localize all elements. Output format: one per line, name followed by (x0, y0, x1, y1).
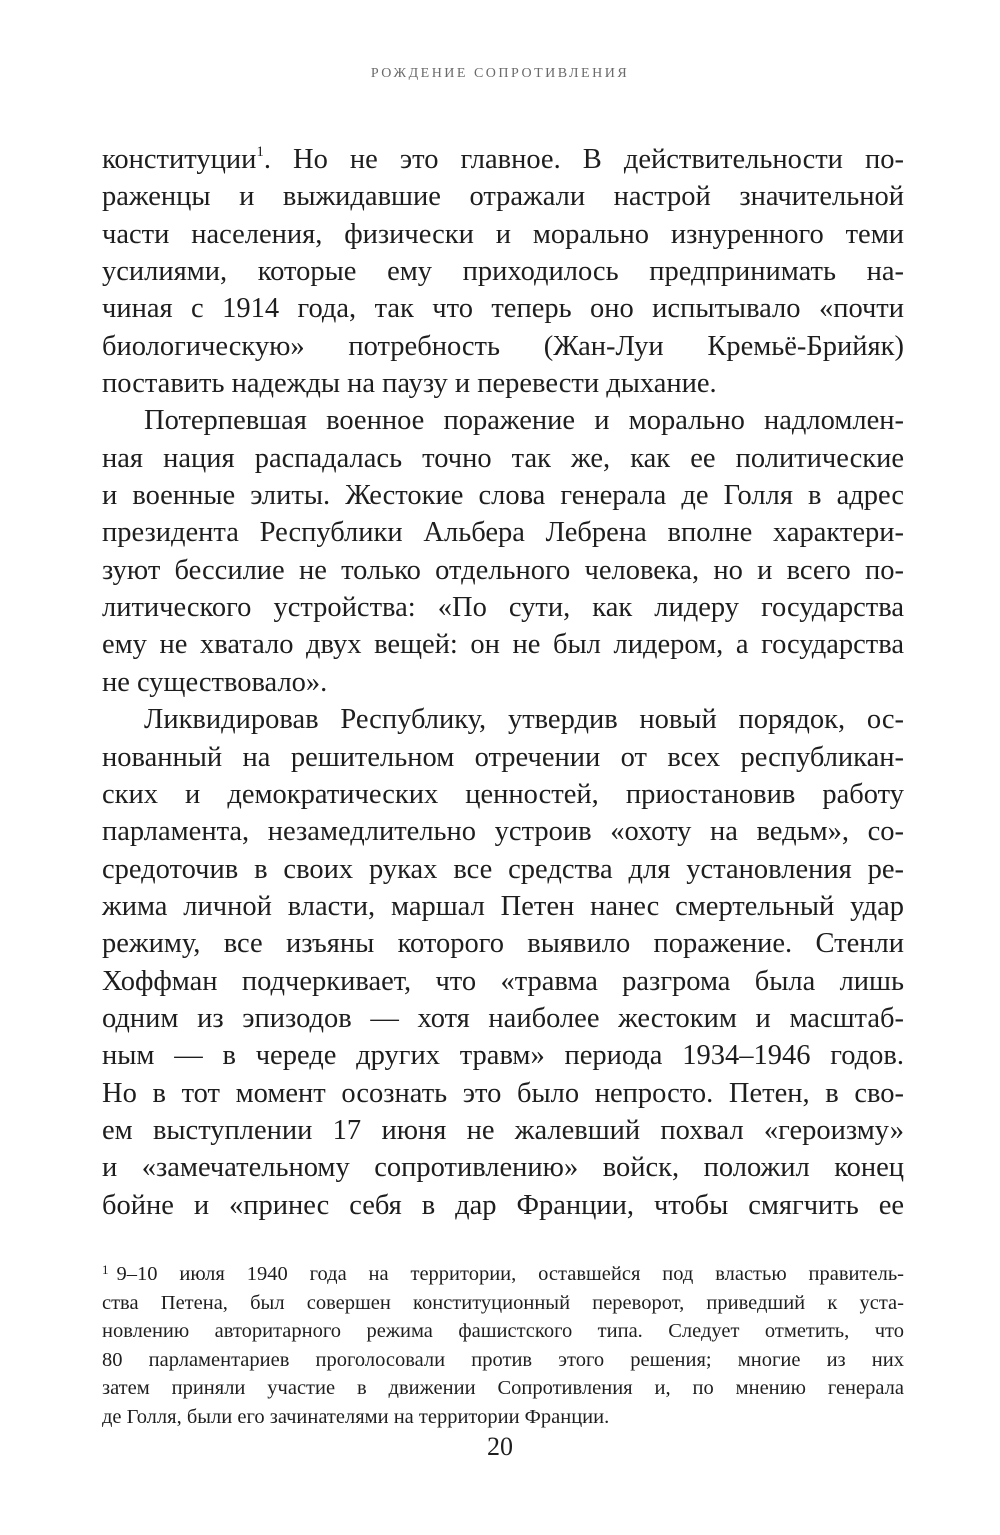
paragraph (102, 402, 904, 701)
text-segment: . Но не это главное. В действительности по- (263, 144, 904, 175)
text-line: биологическую» потребность (Жан-Луи Кремьё-Брийяк) (102, 330, 904, 362)
text-segment: конституции (102, 144, 257, 175)
footnote-line (102, 1260, 904, 1289)
text-line: ем выступлении 17 июня не жалевший похвал «героизму» (102, 1114, 904, 1146)
main-text (102, 141, 904, 1224)
footnote-line: ства Петена, был совершен конституционный переворот, приведший к уста- (102, 1291, 904, 1314)
footnote-line: новлению авторитарного режима фашистского типа. Следует отметить, что (102, 1320, 904, 1343)
text-line: ему не хватало двух вещей: он не был лидером, а государства (102, 629, 904, 661)
footnote-line: затем приняли участие в движении Сопротивления и, по мнению генерала (102, 1377, 904, 1400)
footnote (102, 1260, 904, 1432)
footnote-line: де Голля, были его зачинателями на территории Франции. (102, 1405, 610, 1428)
text-line: ным — в череде других травм» периода 1934–1946 годов. (102, 1040, 904, 1072)
text-line: бойне и «принес себя в дар Франции, чтобы смягчить ее (102, 1189, 904, 1221)
text-line: президента Республики Альбера Лебрена вполне характери- (102, 517, 904, 549)
text-line: Но в тот момент осознать это было непросто. Петен, в сво- (102, 1077, 904, 1109)
footnote-line: 80 парламентариев проголосовали против этого решения; многие из них (102, 1348, 904, 1371)
text-line: одним из эпизодов — хотя наиболее жестоким и масштаб- (102, 1002, 904, 1034)
text-line: части населения, физически и морально изнуренного теми (102, 218, 904, 250)
text-line: нованный на решительном отречении от всех республикан- (102, 741, 904, 773)
text-line: парламента, незамедлительно устроив «охоту на ведьм», со- (102, 816, 904, 848)
footnote-marker: 1 (102, 1262, 109, 1277)
text-line: и военные элиты. Жестокие слова генерала де Голля в адрес (102, 480, 904, 512)
text-line: ских и демократических ценностей, приостановив работу (102, 778, 904, 810)
text-line: не существовало». (102, 666, 328, 698)
text-line: средоточив в своих руках все средства для установления ре- (102, 853, 904, 885)
text-line: ная нация распадалась точно так же, как ее политические (102, 442, 904, 474)
text-line: чиная с 1914 года, так что теперь оно испытывало «почти (102, 293, 904, 325)
footnote-text: 9–10 июля 1940 года на территории, оставшейся под властью правитель- (116, 1263, 904, 1285)
running-head: РОЖДЕНИЕ СОПРОТИВЛЕНИЯ (370, 66, 630, 81)
text-line: Ликвидировав Республику, утвердив новый порядок, ос- (144, 704, 904, 736)
paragraph (102, 701, 904, 1224)
text-line: раженцы и выжидавшие отражали настрой значительной (102, 181, 904, 213)
paragraph (102, 141, 904, 402)
text-line: усилиями, которые ему приходилось предпринимать на- (102, 256, 904, 288)
footnote-reference: 1 (256, 144, 264, 160)
text-line: Потерпевшая военное поражение и морально надломлен- (144, 405, 904, 437)
text-line (102, 141, 904, 178)
text-line: зуют бессилие не только отдельного человека, но и всего по- (102, 554, 904, 586)
text-line: и «замечательному сопротивлению» войск, положил конец (102, 1152, 904, 1184)
text-line: литического устройства: «По сути, как лидеру государства (102, 592, 904, 624)
text-line: Хоффман подчеркивает, что «травма разгрома была лишь (102, 965, 904, 997)
text-line: жима личной власти, маршал Петен нанес смертельный удар (102, 890, 904, 922)
text-line: поставить надежды на паузу и перевести дыхание. (102, 368, 717, 400)
text-line: режиму, все изъяны которого выявило поражение. Стенли (102, 928, 904, 960)
page-number: 20 (487, 1432, 513, 1461)
